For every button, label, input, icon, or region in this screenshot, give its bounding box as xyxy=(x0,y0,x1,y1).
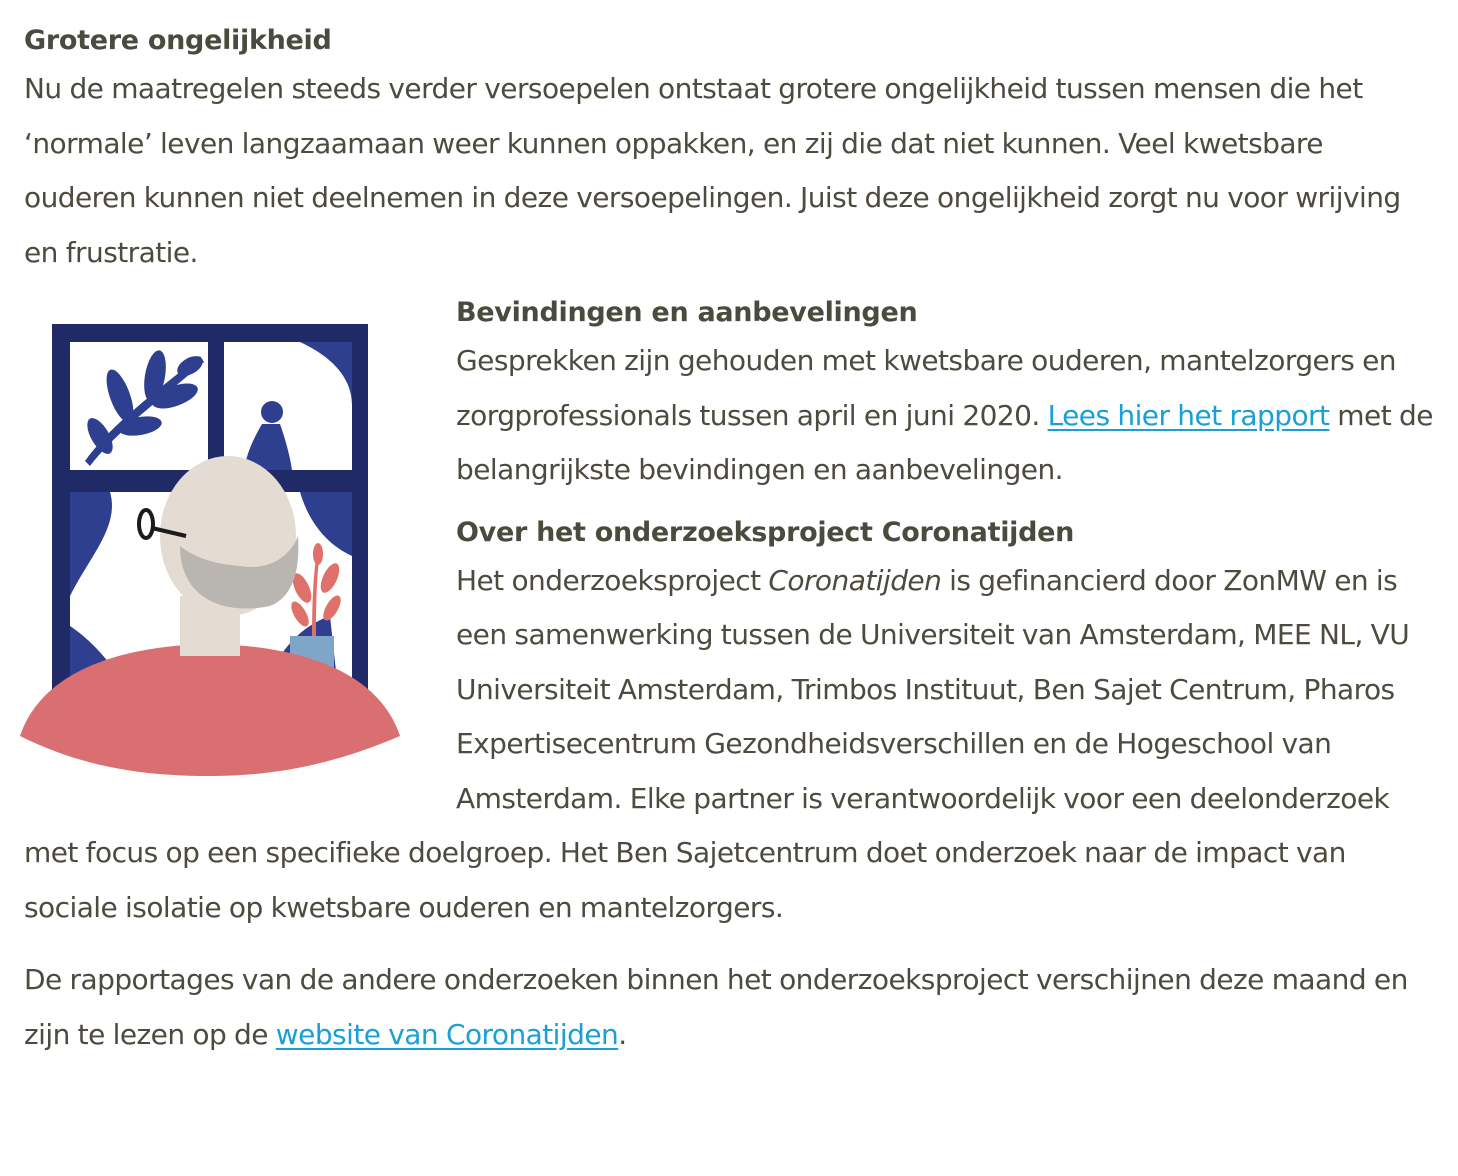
paragraph-text: met de belangrijkste bevindingen en aanbevelingen. xyxy=(456,398,1433,486)
section-inequality xyxy=(24,20,1434,280)
section-heading: Grotere ongelijkheid xyxy=(24,25,332,56)
elderly-man-window-illustration xyxy=(0,296,440,816)
report-link[interactable]: Lees hier het rapport xyxy=(1047,398,1330,432)
section-heading: Bevindingen en aanbevelingen xyxy=(456,297,918,328)
section-paragraph xyxy=(24,953,1434,1062)
paragraph-text: De rapportages van de andere onderzoeken binnen het onderzoeksproject verschijnen deze maand en zijn te lezen op de xyxy=(24,963,1408,1051)
coronatijden-website-link[interactable]: website van Coronatijden xyxy=(275,1017,619,1051)
section-reports xyxy=(24,953,1434,1062)
section-heading: Over het onderzoeksproject Coronatijden xyxy=(456,516,1075,548)
section-paragraph: Nu de maatregelen steeds verder versoepelen ontstaat grotere ongelijkheid tussen mensen die het ‘normale’ leven langzaamaan weer kunnen oppakken, en zij die dat niet kunnen. Veel kwetsbare ouderen kunnen niet deelnemen in deze versoepelingen. Juist deze ongelijkheid zorgt nu voor wrijving en frustratie. xyxy=(24,72,1401,269)
article-body xyxy=(24,20,1434,1062)
elderly-man-at-window-icon xyxy=(0,296,440,816)
paragraph-text: . xyxy=(618,1017,627,1051)
paragraph-text: is gefinancierd door ZonMW en is een samenwerking tussen de Universiteit van Amsterdam, MEE NL, VU Universiteit Amsterdam, Trimbos Instituut, Ben Sajet Centrum, Pharos Expertisecentrum Gezondheidsverschillen en de Hogeschool van Amsterdam. Elke partner is verantwoordelijk voor een deelonderzoek met focus op een specifieke doelgroep. Het Ben Sajetcentrum doet onderzoek naar de impact van sociale isolatie op kwetsbare ouderen en mantelzorgers. xyxy=(24,563,1410,924)
paragraph-text: Het onderzoeksproject xyxy=(456,563,769,597)
project-name: Coronatijden xyxy=(768,563,942,597)
paragraph-text: Gesprekken zijn gehouden met kwetsbare ouderen, mantelzorgers en zorgprofessionals tussen april en juni 2020. xyxy=(456,344,1396,432)
